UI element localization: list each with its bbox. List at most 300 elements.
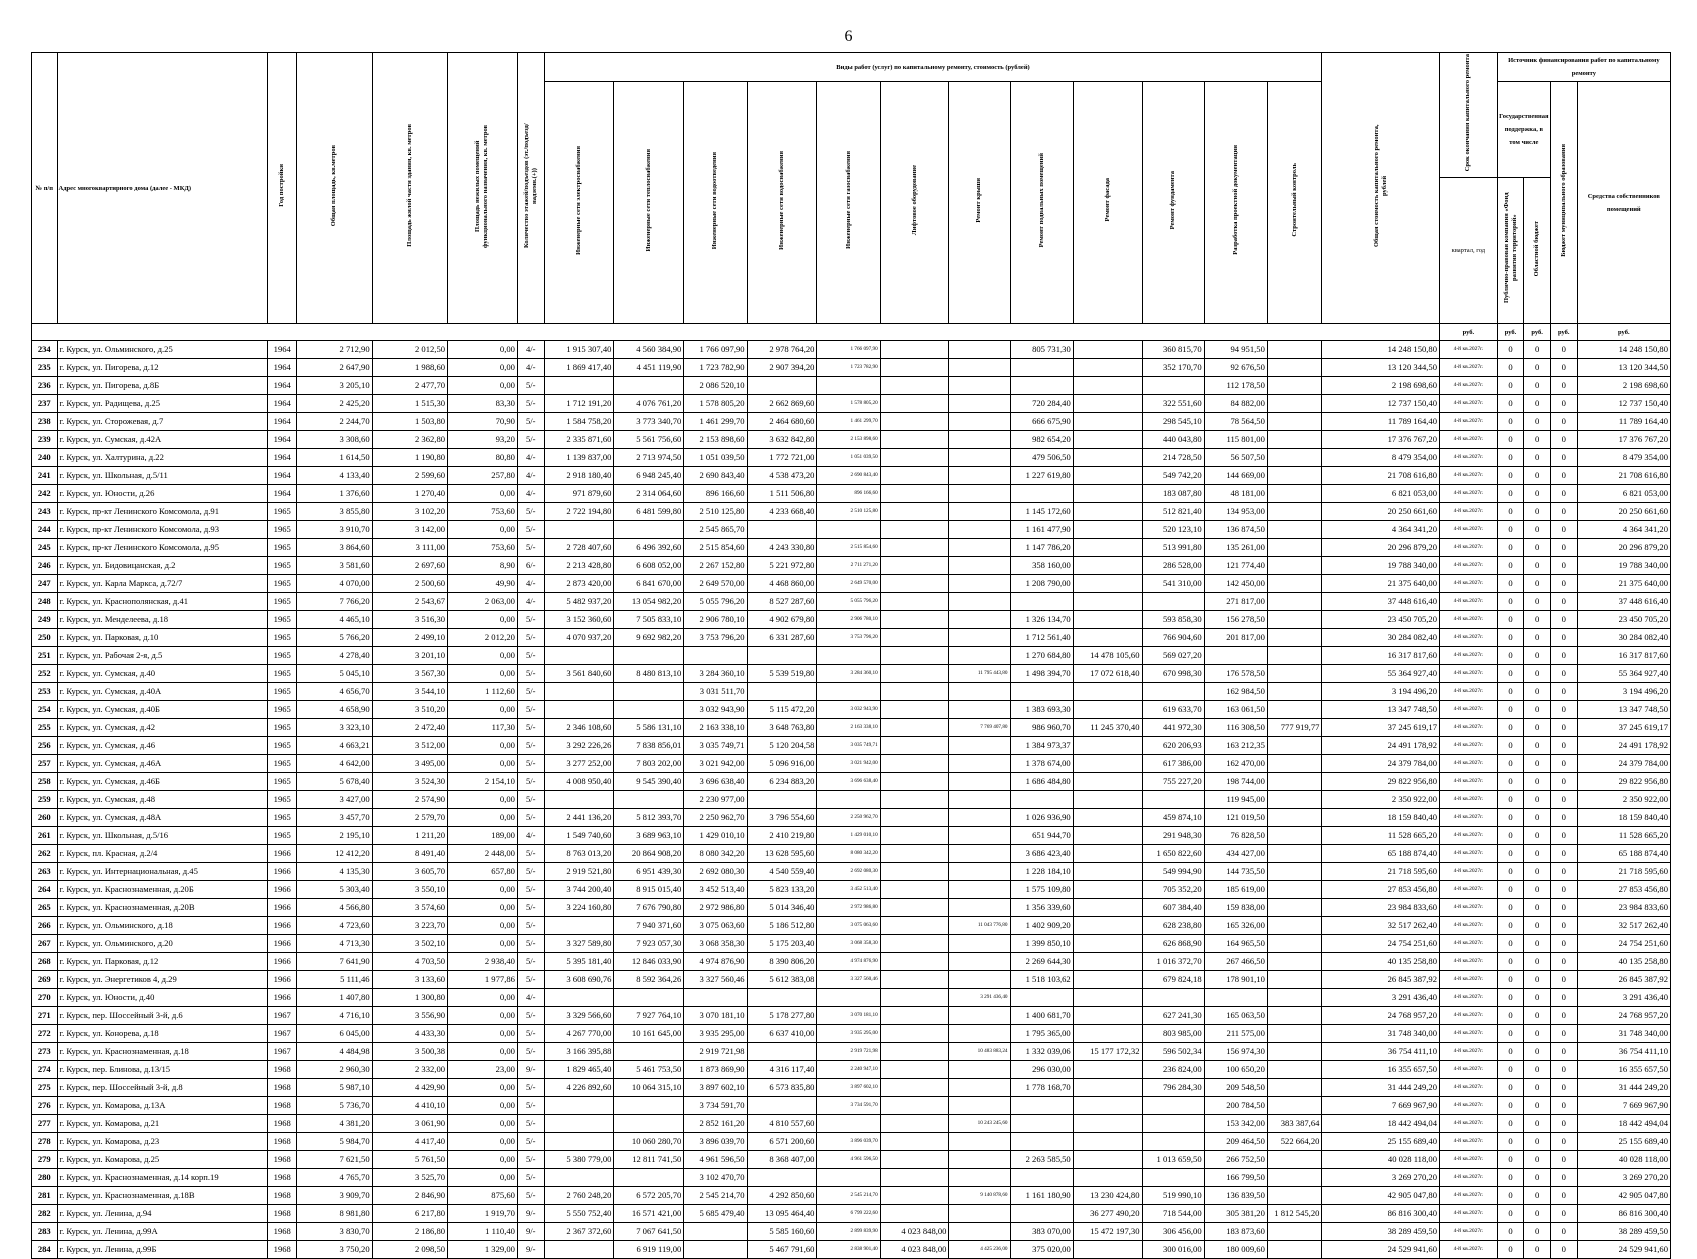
cell-local-amount: 0: [1550, 1043, 1577, 1061]
cell-basement-cost: 986 960,70: [1010, 719, 1073, 737]
cell-fund-amount: 0: [1497, 539, 1524, 557]
cell-hot-water-cost: 4 974 876,90: [817, 953, 880, 971]
cell-address: г. Курск, ул. Комарова, д.21: [57, 1115, 268, 1133]
cell-facade-cost: [1073, 521, 1142, 539]
cell-address: г. Курск, ул. Краснознаменная, д.20В: [57, 899, 268, 917]
cell-local-amount: 0: [1550, 557, 1577, 575]
cell-living-area: 4 417,40: [372, 1133, 447, 1151]
cell-foundation-cost: 291 948,30: [1142, 827, 1204, 845]
cell-owners-amount: 2 350 922,00: [1577, 791, 1670, 809]
cell-control-cost: [1267, 809, 1322, 827]
cell-year: 1966: [268, 917, 297, 935]
cell-nonresidential-area: 0,00: [448, 1133, 518, 1151]
cell-roof-cost: [949, 935, 1010, 953]
cell-period: 4-й кв.2027г.: [1440, 809, 1498, 827]
cell-hot-water-cost: 1 766 097,90: [817, 341, 880, 359]
cell-total-cost: 3 269 270,20: [1322, 1169, 1440, 1187]
cell-facade-cost: [1073, 917, 1142, 935]
cell-owners-amount: 24 529 941,60: [1577, 1241, 1670, 1259]
cell-cold-water-cost: 5 221 972,80: [747, 557, 817, 575]
cell-heat-cost: 10 060 280,70: [614, 1133, 684, 1151]
cell-roof-cost: [949, 503, 1010, 521]
cell-total-cost: 27 853 456,80: [1322, 881, 1440, 899]
cell-living-area: 3 142,00: [372, 521, 447, 539]
cell-heat-cost: 9 545 390,40: [614, 773, 684, 791]
cell-facade-cost: [1073, 359, 1142, 377]
cell-hot-water-cost: [817, 989, 880, 1007]
cell-design-cost: 135 261,00: [1204, 539, 1267, 557]
cell-living-area: 1 515,30: [372, 395, 447, 413]
cell-nonresidential-area: 753,60: [448, 539, 518, 557]
cell-total-area: 8 981,80: [297, 1205, 372, 1223]
cell-period: 4-й кв.2027г.: [1440, 1223, 1498, 1241]
cell-local-amount: 0: [1550, 413, 1577, 431]
cell-heat-cost: 6 919 119,00: [614, 1241, 684, 1259]
cell-roof-cost: [949, 701, 1010, 719]
cell-cold-water-cost: 4 468 860,00: [747, 575, 817, 593]
cell-floors: 5/-: [517, 431, 544, 449]
cell-roof-cost: [949, 863, 1010, 881]
cell-electro-cost: 3 744 200,40: [544, 881, 614, 899]
table-row: [32, 1025, 1671, 1043]
cell-lift-cost: [880, 953, 949, 971]
cell-owners-amount: 18 159 840,40: [1577, 809, 1670, 827]
cell-row-number: 259: [32, 791, 58, 809]
cell-region-amount: 0: [1524, 971, 1551, 989]
cell-foundation-cost: 679 824,18: [1142, 971, 1204, 989]
cell-fund-amount: 0: [1497, 485, 1524, 503]
cell-period: 4-й кв.2027г.: [1440, 575, 1498, 593]
cell-electro-cost: 3 329 566,60: [544, 1007, 614, 1025]
cell-hot-water-cost: [817, 521, 880, 539]
cell-sewer-cost: 5 055 796,20: [684, 593, 747, 611]
cell-living-area: 2 012,50: [372, 341, 447, 359]
cell-total-area: 3 864,60: [297, 539, 372, 557]
cell-period: 4-й кв.2027г.: [1440, 1079, 1498, 1097]
cell-year: 1965: [268, 503, 297, 521]
cell-basement-cost: [1010, 989, 1073, 1007]
cell-row-number: 244: [32, 521, 58, 539]
cell-lift-cost: [880, 467, 949, 485]
cell-nonresidential-area: 70,90: [448, 413, 518, 431]
cell-electro-cost: 2 919 521,80: [544, 863, 614, 881]
cell-local-amount: 0: [1550, 503, 1577, 521]
cell-total-cost: 6 821 053,00: [1322, 485, 1440, 503]
cell-heat-cost: [614, 521, 684, 539]
cell-heat-cost: 5 586 131,10: [614, 719, 684, 737]
cell-hot-water-cost: 2 919 721,98: [817, 1043, 880, 1061]
cell-row-number: 265: [32, 899, 58, 917]
cell-foundation-cost: 705 352,20: [1142, 881, 1204, 899]
cell-roof-cost: [949, 611, 1010, 629]
cell-facade-cost: [1073, 809, 1142, 827]
table-row: [32, 683, 1671, 701]
cell-living-area: 1 503,80: [372, 413, 447, 431]
cell-heat-cost: 4 076 761,20: [614, 395, 684, 413]
cell-floors: 4/-: [517, 449, 544, 467]
cell-row-number: 261: [32, 827, 58, 845]
cell-floors: 5/-: [517, 863, 544, 881]
cell-nonresidential-area: 23,00: [448, 1061, 518, 1079]
cell-sewer-cost: 2 852 161,20: [684, 1115, 747, 1133]
cell-foundation-cost: [1142, 1115, 1204, 1133]
cell-total-area: 7 621,50: [297, 1151, 372, 1169]
header-period-unit: квартал, год: [1440, 178, 1498, 324]
cell-year: 1966: [268, 971, 297, 989]
cell-electro-cost: [544, 791, 614, 809]
cell-local-amount: 0: [1550, 953, 1577, 971]
cell-hot-water-cost: 3 734 591,70: [817, 1097, 880, 1115]
cell-floors: 4/-: [517, 575, 544, 593]
cell-year: 1966: [268, 845, 297, 863]
cell-fund-amount: 0: [1497, 377, 1524, 395]
cell-owners-amount: 65 188 874,40: [1577, 845, 1670, 863]
cell-lift-cost: [880, 431, 949, 449]
cell-basement-cost: 982 654,20: [1010, 431, 1073, 449]
cell-living-area: 3 223,70: [372, 917, 447, 935]
cell-address: г. Курск, ул. Краснознаменная, д.20Б: [57, 881, 268, 899]
cell-owners-amount: 26 845 387,92: [1577, 971, 1670, 989]
cell-foundation-cost: [1142, 377, 1204, 395]
cell-living-area: 3 133,60: [372, 971, 447, 989]
table-row: [32, 593, 1671, 611]
table-row: [32, 809, 1671, 827]
cell-cold-water-cost: 5 612 383,08: [747, 971, 817, 989]
header-living-area: Площадь жилой части здания, кв. метров: [372, 53, 447, 324]
cell-row-number: 255: [32, 719, 58, 737]
cell-control-cost: [1267, 899, 1322, 917]
cell-roof-cost: [949, 809, 1010, 827]
cell-fund-amount: 0: [1497, 1043, 1524, 1061]
cell-floors: 4/-: [517, 827, 544, 845]
cell-sewer-cost: 3 896 039,70: [684, 1133, 747, 1151]
cell-total-area: 3 323,10: [297, 719, 372, 737]
cell-roof-cost: [949, 1097, 1010, 1115]
header-sewer: Инженерные сети водоотведения: [684, 82, 747, 324]
cell-foundation-cost: [1142, 593, 1204, 611]
cell-region-amount: 0: [1524, 737, 1551, 755]
cell-basement-cost: [1010, 1097, 1073, 1115]
cell-total-area: 3 830,70: [297, 1223, 372, 1241]
cell-design-cost: 163 061,50: [1204, 701, 1267, 719]
cell-lift-cost: [880, 1151, 949, 1169]
cell-cold-water-cost: 5 539 519,80: [747, 665, 817, 683]
cell-heat-cost: [614, 701, 684, 719]
cell-cold-water-cost: 3 648 763,80: [747, 719, 817, 737]
cell-local-amount: 0: [1550, 1223, 1577, 1241]
cell-sewer-cost: 3 734 591,70: [684, 1097, 747, 1115]
cell-electro-cost: 2 335 871,60: [544, 431, 614, 449]
cell-row-number: 267: [32, 935, 58, 953]
cell-address: г. Курск, ул. Ольминского, д.25: [57, 341, 268, 359]
cell-foundation-cost: 628 238,80: [1142, 917, 1204, 935]
cell-nonresidential-area: 0,00: [448, 521, 518, 539]
cell-hot-water-cost: 2 899 839,90: [817, 1223, 880, 1241]
cell-fund-amount: 0: [1497, 935, 1524, 953]
cell-period: 4-й кв.2027г.: [1440, 845, 1498, 863]
cell-total-area: 4 135,30: [297, 863, 372, 881]
cell-control-cost: [1267, 521, 1322, 539]
cell-nonresidential-area: 0,00: [448, 1007, 518, 1025]
cell-heat-cost: 8 915 015,40: [614, 881, 684, 899]
cell-local-amount: 0: [1550, 1079, 1577, 1097]
cell-heat-cost: 6 951 439,30: [614, 863, 684, 881]
cell-nonresidential-area: 117,30: [448, 719, 518, 737]
cell-region-amount: 0: [1524, 881, 1551, 899]
cell-hot-water-cost: 2 240 947,10: [817, 1061, 880, 1079]
cell-fund-amount: 0: [1497, 845, 1524, 863]
cell-sewer-cost: 1 873 869,90: [684, 1061, 747, 1079]
cell-local-amount: 0: [1550, 521, 1577, 539]
cell-owners-amount: 14 248 150,80: [1577, 341, 1670, 359]
cell-roof-cost: [949, 953, 1010, 971]
cell-address: г. Курск, пер. Шоссейный 3-й, д.8: [57, 1079, 268, 1097]
cell-lift-cost: [880, 899, 949, 917]
cell-heat-cost: 2 713 974,50: [614, 449, 684, 467]
cell-cold-water-cost: 5 178 277,80: [747, 1007, 817, 1025]
cell-cold-water-cost: 5 014 346,40: [747, 899, 817, 917]
cell-address: г. Курск, ул. Интернациональная, д.45: [57, 863, 268, 881]
cell-row-number: 241: [32, 467, 58, 485]
cell-hot-water-cost: [817, 791, 880, 809]
cell-floors: 5/-: [517, 395, 544, 413]
cell-fund-amount: 0: [1497, 755, 1524, 773]
cell-control-cost: [1267, 1061, 1322, 1079]
cell-facade-cost: [1073, 395, 1142, 413]
cell-region-amount: 0: [1524, 395, 1551, 413]
cell-local-amount: 0: [1550, 809, 1577, 827]
cell-roof-cost: [949, 521, 1010, 539]
cell-design-cost: 156 974,30: [1204, 1043, 1267, 1061]
cell-design-cost: 185 619,00: [1204, 881, 1267, 899]
cell-floors: 5/-: [517, 647, 544, 665]
cell-owners-amount: 24 754 251,60: [1577, 935, 1670, 953]
cell-electro-cost: [544, 1115, 614, 1133]
cell-control-cost: [1267, 449, 1322, 467]
cell-hot-water-cost: 3 753 796,20: [817, 629, 880, 647]
cell-row-number: 273: [32, 1043, 58, 1061]
cell-design-cost: 115 801,00: [1204, 431, 1267, 449]
cell-fund-amount: 0: [1497, 917, 1524, 935]
cell-total-cost: 29 822 956,80: [1322, 773, 1440, 791]
cell-lift-cost: [880, 647, 949, 665]
header-lift: Лифтовое оборудование: [880, 82, 949, 324]
cell-address: г. Курск, ул. Менделеева, д.18: [57, 611, 268, 629]
table-row: [32, 719, 1671, 737]
cell-period: 4-й кв.2027г.: [1440, 593, 1498, 611]
cell-facade-cost: [1073, 773, 1142, 791]
cell-living-area: 3 201,10: [372, 647, 447, 665]
cell-region-amount: 0: [1524, 629, 1551, 647]
cell-region-amount: 0: [1524, 539, 1551, 557]
capital-repair-table: [31, 52, 1671, 1259]
cell-hot-water-cost: 8 080 342,20: [817, 845, 880, 863]
cell-total-cost: 17 376 767,20: [1322, 431, 1440, 449]
cell-control-cost: [1267, 1043, 1322, 1061]
cell-living-area: 1 300,80: [372, 989, 447, 1007]
cell-local-amount: 0: [1550, 647, 1577, 665]
cell-foundation-cost: 183 087,80: [1142, 485, 1204, 503]
cell-design-cost: 266 752,50: [1204, 1151, 1267, 1169]
cell-basement-cost: 651 944,70: [1010, 827, 1073, 845]
cell-region-amount: 0: [1524, 791, 1551, 809]
cell-address: г. Курск, пр-кт Ленинского Комсомола, д.91: [57, 503, 268, 521]
cell-basement-cost: [1010, 791, 1073, 809]
cell-period: 4-й кв.2027г.: [1440, 1151, 1498, 1169]
cell-total-cost: 36 754 411,10: [1322, 1043, 1440, 1061]
cell-row-number: 269: [32, 971, 58, 989]
cell-address: г. Курск, ул. Юности, д.26: [57, 485, 268, 503]
cell-lift-cost: 4 023 848,00: [880, 1241, 949, 1259]
cell-foundation-cost: 512 821,40: [1142, 503, 1204, 521]
cell-fund-amount: 0: [1497, 665, 1524, 683]
table-row: [32, 863, 1671, 881]
cell-row-number: 254: [32, 701, 58, 719]
cell-lift-cost: [880, 989, 949, 1007]
cell-facade-cost: [1073, 683, 1142, 701]
cell-row-number: 281: [32, 1187, 58, 1205]
cell-period: 4-й кв.2027г.: [1440, 611, 1498, 629]
cell-roof-cost: 7 769 407,80: [949, 719, 1010, 737]
cell-nonresidential-area: 0,00: [448, 917, 518, 935]
cell-design-cost: 165 326,00: [1204, 917, 1267, 935]
cell-fund-amount: 0: [1497, 1187, 1524, 1205]
cell-design-cost: 116 308,50: [1204, 719, 1267, 737]
cell-cold-water-cost: 3 632 842,80: [747, 431, 817, 449]
cell-electro-cost: 2 918 180,40: [544, 467, 614, 485]
cell-total-cost: 20 250 661,60: [1322, 503, 1440, 521]
cell-living-area: 3 061,90: [372, 1115, 447, 1133]
cell-hot-water-cost: 2 250 962,70: [817, 809, 880, 827]
cell-electro-cost: 8 763 013,20: [544, 845, 614, 863]
cell-owners-amount: 24 491 178,92: [1577, 737, 1670, 755]
cell-living-area: 1 190,80: [372, 449, 447, 467]
cell-facade-cost: [1073, 1079, 1142, 1097]
cell-control-cost: [1267, 1169, 1322, 1187]
cell-nonresidential-area: 0,00: [448, 935, 518, 953]
cell-nonresidential-area: 1 112,60: [448, 683, 518, 701]
cell-region-amount: 0: [1524, 665, 1551, 683]
cell-facade-cost: [1073, 863, 1142, 881]
cell-region-amount: 0: [1524, 827, 1551, 845]
cell-basement-cost: 1 712 561,40: [1010, 629, 1073, 647]
cell-sewer-cost: 2 690 843,40: [684, 467, 747, 485]
cell-local-amount: 0: [1550, 899, 1577, 917]
cell-total-cost: 38 289 459,50: [1322, 1223, 1440, 1241]
cell-year: 1968: [268, 1061, 297, 1079]
cell-hot-water-cost: 3 935 295,00: [817, 1025, 880, 1043]
cell-owners-amount: 36 754 411,10: [1577, 1043, 1670, 1061]
cell-region-amount: 0: [1524, 647, 1551, 665]
cell-period: 4-й кв.2027г.: [1440, 881, 1498, 899]
cell-basement-cost: 479 506,50: [1010, 449, 1073, 467]
cell-roof-cost: [949, 647, 1010, 665]
cell-local-amount: 0: [1550, 593, 1577, 611]
cell-total-area: 3 910,70: [297, 521, 372, 539]
cell-address: г. Курск, ул. Конорева, д.18: [57, 1025, 268, 1043]
cell-period: 4-й кв.2027г.: [1440, 1187, 1498, 1205]
cell-foundation-cost: [1142, 1097, 1204, 1115]
cell-facade-cost: [1073, 935, 1142, 953]
cell-period: 4-й кв.2027г.: [1440, 683, 1498, 701]
cell-foundation-cost: 607 384,40: [1142, 899, 1204, 917]
header-heat: Инженерные сети теплоснабжения: [614, 82, 684, 324]
cell-address: г. Курск, пл. Красная, д.2/4: [57, 845, 268, 863]
cell-total-cost: 24 379 784,00: [1322, 755, 1440, 773]
cell-year: 1966: [268, 899, 297, 917]
cell-sewer-cost: 1 723 782,90: [684, 359, 747, 377]
cell-owners-amount: 4 364 341,20: [1577, 521, 1670, 539]
cell-owners-amount: 12 737 150,40: [1577, 395, 1670, 413]
cell-year: 1968: [268, 1115, 297, 1133]
cell-local-amount: 0: [1550, 575, 1577, 593]
cell-basement-cost: 383 070,00: [1010, 1223, 1073, 1241]
cell-hot-water-cost: 1 461 299,70: [817, 413, 880, 431]
cell-lift-cost: [880, 1169, 949, 1187]
cell-roof-cost: [949, 683, 1010, 701]
cell-living-area: 2 472,40: [372, 719, 447, 737]
cell-electro-cost: 1 712 191,20: [544, 395, 614, 413]
table-row: [32, 953, 1671, 971]
cell-local-amount: 0: [1550, 467, 1577, 485]
cell-roof-cost: [949, 755, 1010, 773]
table-row: [32, 485, 1671, 503]
cell-nonresidential-area: 0,00: [448, 791, 518, 809]
cell-living-area: 3 500,38: [372, 1043, 447, 1061]
cell-foundation-cost: 520 123,10: [1142, 521, 1204, 539]
cell-foundation-cost: 619 633,70: [1142, 701, 1204, 719]
cell-local-amount: 0: [1550, 737, 1577, 755]
cell-owners-amount: 16 317 817,60: [1577, 647, 1670, 665]
cell-cold-water-cost: 4 292 850,60: [747, 1187, 817, 1205]
cell-design-cost: 164 965,50: [1204, 935, 1267, 953]
cell-fund-amount: 0: [1497, 1061, 1524, 1079]
cell-sewer-cost: 3 696 638,40: [684, 773, 747, 791]
cell-electro-cost: 3 561 840,60: [544, 665, 614, 683]
cell-electro-cost: 1 549 740,60: [544, 827, 614, 845]
cell-address: г. Курск, ул. Парковая, д.12: [57, 953, 268, 971]
cell-total-area: 1 614,50: [297, 449, 372, 467]
cell-floors: 9/-: [517, 1061, 544, 1079]
cell-row-number: 260: [32, 809, 58, 827]
cell-period: 4-й кв.2027г.: [1440, 1025, 1498, 1043]
cell-facade-cost: [1073, 341, 1142, 359]
cell-period: 4-й кв.2027г.: [1440, 1241, 1498, 1259]
cell-heat-cost: 16 571 421,00: [614, 1205, 684, 1223]
cell-lift-cost: [880, 791, 949, 809]
cell-fund-amount: 0: [1497, 1133, 1524, 1151]
cell-living-area: 4 410,10: [372, 1097, 447, 1115]
cell-total-area: 4 723,60: [297, 917, 372, 935]
cell-address: г. Курск, ул. Сумская, д.40Б: [57, 701, 268, 719]
table-row: [32, 755, 1671, 773]
cell-design-cost: 144 735,50: [1204, 863, 1267, 881]
cell-period: 4-й кв.2027г.: [1440, 1115, 1498, 1133]
cell-region-amount: 0: [1524, 989, 1551, 1007]
table-row: [32, 773, 1671, 791]
table-row: [32, 1187, 1671, 1205]
cell-basement-cost: 666 675,90: [1010, 413, 1073, 431]
cell-control-cost: [1267, 557, 1322, 575]
cell-cold-water-cost: 4 243 330,80: [747, 539, 817, 557]
cell-design-cost: 166 799,50: [1204, 1169, 1267, 1187]
cell-local-amount: 0: [1550, 971, 1577, 989]
cell-total-cost: 13 120 344,50: [1322, 359, 1440, 377]
cell-foundation-cost: 803 985,00: [1142, 1025, 1204, 1043]
table-row: [32, 1043, 1671, 1061]
cell-facade-cost: [1073, 989, 1142, 1007]
cell-nonresidential-area: 0,00: [448, 1097, 518, 1115]
